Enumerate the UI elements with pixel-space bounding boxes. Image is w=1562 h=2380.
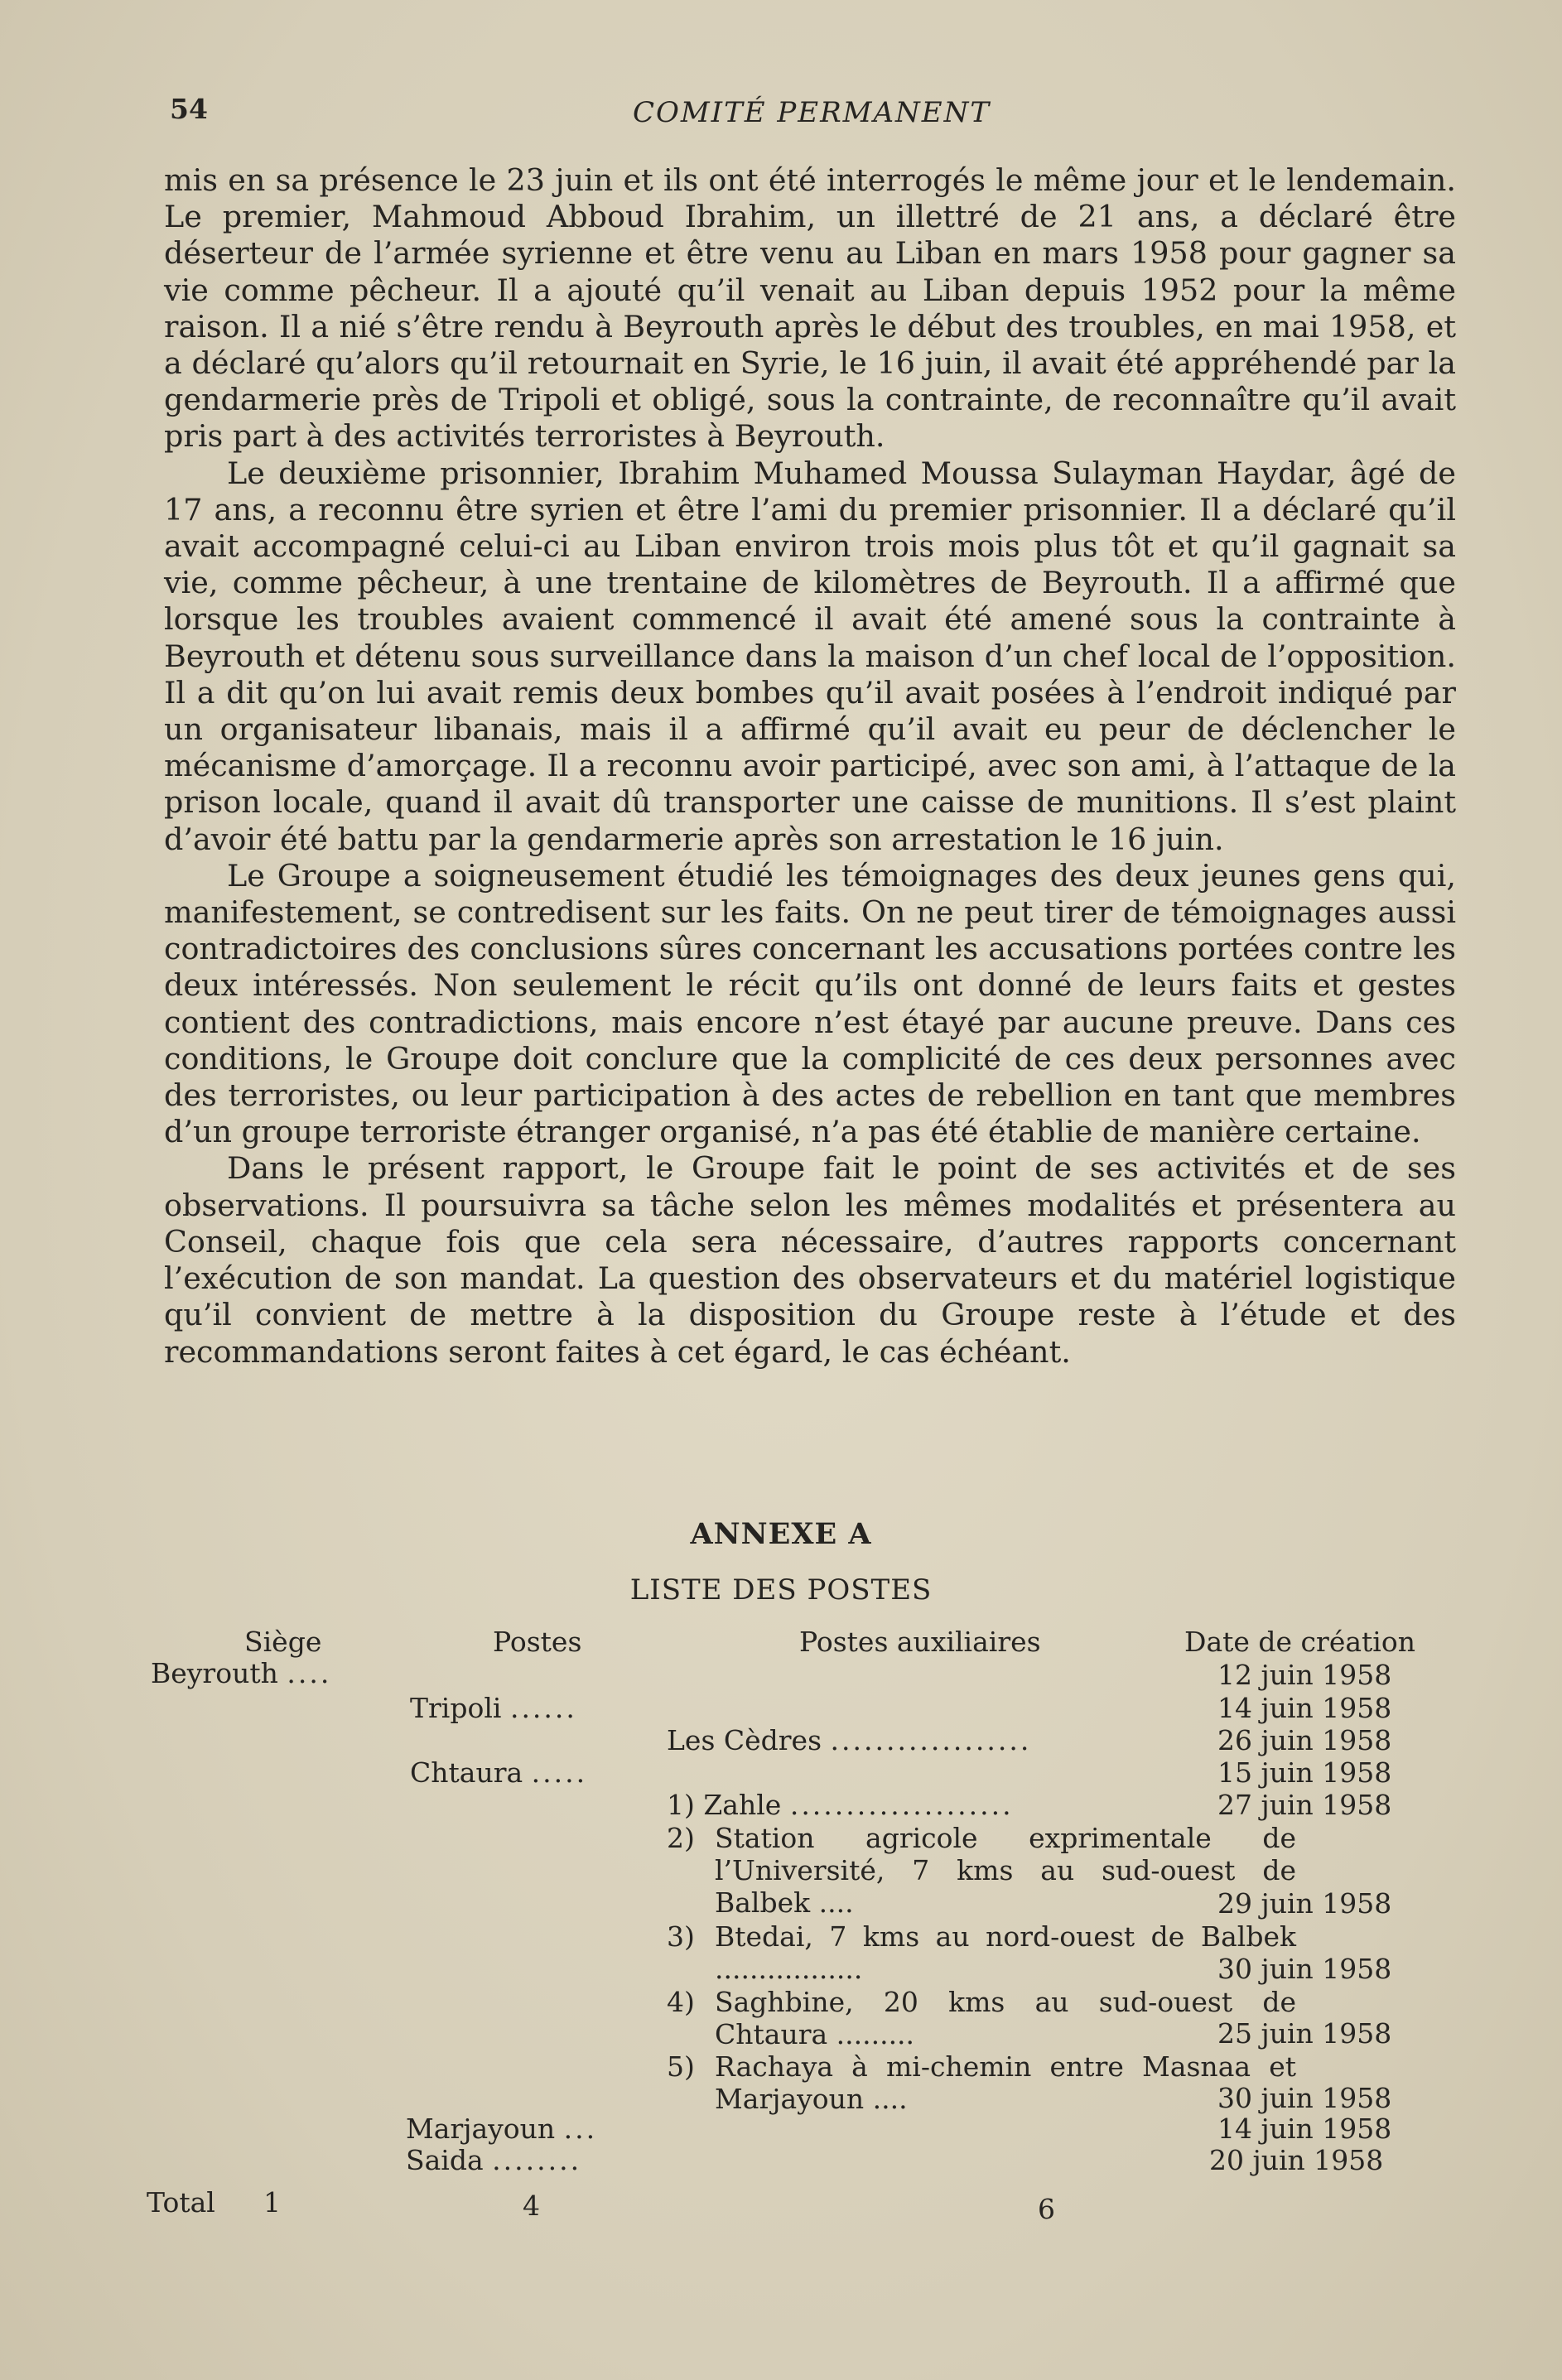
siege-name: Beyrouth <box>151 1657 278 1689</box>
item-number: 3) <box>667 1920 695 1953</box>
annex-title: ANNEXE A <box>690 1517 872 1551</box>
page-header <box>170 93 1454 142</box>
table-row-auxiliaire <box>667 1725 1031 1756</box>
poste-name: Tripoli <box>410 1692 502 1724</box>
date-cell: 15 juin 1958 <box>1217 1756 1392 1789</box>
table-row-auxiliaire <box>667 2050 1296 2115</box>
table-row-auxiliaire <box>667 1920 1296 1985</box>
table-row-auxiliaire <box>667 1986 1296 2050</box>
leader-dots: ... <box>563 2113 598 2145</box>
date-cell: 14 juin 1958 <box>1217 1692 1392 1724</box>
date-cell: 30 juin 1958 <box>1217 2082 1392 2114</box>
poste-name: Chtaura <box>410 1756 523 1789</box>
leader-dots: .................. <box>830 1724 1032 1756</box>
date-cell: 27 juin 1958 <box>1217 1789 1392 1821</box>
table-row-siege <box>151 1658 331 1689</box>
paragraph: Dans le présent rapport, le Groupe fait le point de ses activités et de ses observations. Il poursuivra sa tâche selon les mêmes modalités et présentera au Conseil, chaque fois que cela sera nécessaire, d’autres rapports concernant l’exécution de son mandat. La question des observateurs et du matériel logistique qu’il convient de mettre à la disposition du Groupe reste à l’étude et des recommandations seront faites à cet égard, le cas échéant. <box>164 1150 1456 1370</box>
date-cell: 26 juin 1958 <box>1217 1724 1392 1756</box>
table-row-poste <box>410 1757 587 1789</box>
leader-dots: ........ <box>492 2144 582 2176</box>
item-number: 2) <box>667 1822 695 1854</box>
header-postes-auxiliaires: Postes auxiliaires <box>799 1626 1041 1658</box>
auxiliaire-name: Zahle <box>703 1789 782 1821</box>
leader-dots: .... <box>287 1657 332 1689</box>
auxiliaire-name: Btedai, 7 kms au nord-ouest de Balbek ................. <box>715 1920 1296 1985</box>
table-row-poste <box>406 2145 581 2176</box>
poste-name: Saida <box>406 2144 484 2176</box>
auxiliaire-name: Station agricole exprimentale de l’Université, 7 kms au sud-ouest de Balbek .... <box>715 1822 1296 1919</box>
date-cell: 20 juin 1958 <box>1209 2144 1384 2176</box>
header-siege: Siège <box>244 1626 322 1658</box>
total-siege: 1 <box>263 2186 281 2219</box>
poste-name: Marjayoun <box>406 2113 556 2145</box>
total-auxiliaires: 6 <box>1038 2193 1055 2225</box>
date-cell: 29 juin 1958 <box>1217 1887 1392 1920</box>
leader-dots: .................... <box>789 1789 1014 1821</box>
total-postes: 4 <box>523 2190 540 2222</box>
leader-dots: ..... <box>531 1756 588 1789</box>
auxiliaire-name: Les Cèdres <box>667 1724 822 1756</box>
paragraph: Le Groupe a soigneusement étudié les témoignages des deux jeunes gens qui, manifestement, se contredisent sur les faits. On ne peut tirer de témoignages aussi contradictoires des conclusions sûres concernant les accusations portées contre les deux intéressés. Non seulement le récit qu’ils ont donné de leurs faits et gestes contient des contradictions, mais encore n’est étayé par aucune preuve. Dans ces conditions, le Groupe doit conclure que la complicité de ces deux personnes avec des terroristes, ou leur participation à des actes de rebellion en tant que membres d’un groupe terroriste étranger organisé, n’a pas été établie de manière certaine. <box>164 857 1456 1150</box>
leader-dots: ...... <box>509 1692 577 1724</box>
item-number: 5) <box>667 2050 695 2083</box>
postes-table <box>149 1626 1458 2223</box>
paragraph: Le deuxième prisonnier, Ibrahim Muhamed Moussa Sulayman Haydar, âgé de 17 ans, a reconnu être syrien et être l’ami du premier prisonnier. Il a déclaré qu’il avait accompagné celui-ci au Liban environ trois mois plus tôt et qu’il gagnait sa vie, comme pêcheur, à une trentaine de kilomètres de Beyrouth. Il a affirmé que lorsque les troubles avaient commencé il avait été amené sous la contrainte à Beyrouth et détenu sous surveillance dans la maison d’un chef local de l’opposition. Il a dit qu’on lui avait remis deux bombes qu’il avait posées à l’endroit indiqué par un organisateur libanais, mais il a affirmé qu’il avait eu peur de déclencher le mécanisme d’amorçage. Il a reconnu avoir participé, avec son ami, à l’attaque de la prison locale, quand il avait dû transporter une caisse de munitions. Il s’est plaint d’avoir été battu par la gendarmerie après son arrestation le 16 juin. <box>164 455 1456 857</box>
body-text <box>164 162 1456 1371</box>
table-row-poste <box>406 2113 597 2145</box>
auxiliaire-name: Rachaya à mi-chemin entre Masnaa et Marjayoun .... <box>715 2050 1296 2115</box>
header-postes: Postes <box>493 1626 582 1658</box>
item-number: 4) <box>667 1986 695 2018</box>
date-cell: 12 juin 1958 <box>1217 1659 1392 1691</box>
auxiliaire-name: Saghbine, 20 kms au sud-ouest de Chtaura ......... <box>715 1986 1296 2050</box>
date-cell: 30 juin 1958 <box>1217 1953 1392 1985</box>
header-date-creation: Date de création <box>1184 1626 1415 1658</box>
table-row-auxiliaire <box>667 1822 1296 1919</box>
annex-subtitle: LISTE DES POSTES <box>629 1573 933 1607</box>
paragraph: mis en sa présence le 23 juin et ils ont été interrogés le même jour et le lendemain. Le premier, Mahmoud Abboud Ibrahim, un illettré de 21 ans, a déclaré être déserteur de l’armée syrienne et être venu au Liban en mars 1958 pour gagner sa vie comme pêcheur. Il a ajouté qu’il venait au Liban depuis 1952 pour la même raison. Il a nié s’être rendu à Beyrouth après le début des troubles, en mai 1958, et a déclaré qu’alors qu’il retournait en Syrie, le 16 juin, il avait été appréhendé par la gendarmerie près de Tripoli et obligé, sous la contrainte, de reconnaître qu’il avait pris part à des activités terroristes à Beyrouth. <box>164 162 1456 455</box>
table-row-auxiliaire <box>667 1790 1014 1821</box>
running-title: COMITÉ PERMANENT <box>632 96 991 129</box>
date-cell: 25 juin 1958 <box>1217 2017 1392 2050</box>
table-row-poste <box>410 1693 577 1724</box>
total-label: Total <box>147 2186 215 2219</box>
item-number: 1) <box>667 1789 695 1821</box>
date-cell: 14 juin 1958 <box>1217 2113 1392 2145</box>
page-number: 54 <box>170 93 208 125</box>
